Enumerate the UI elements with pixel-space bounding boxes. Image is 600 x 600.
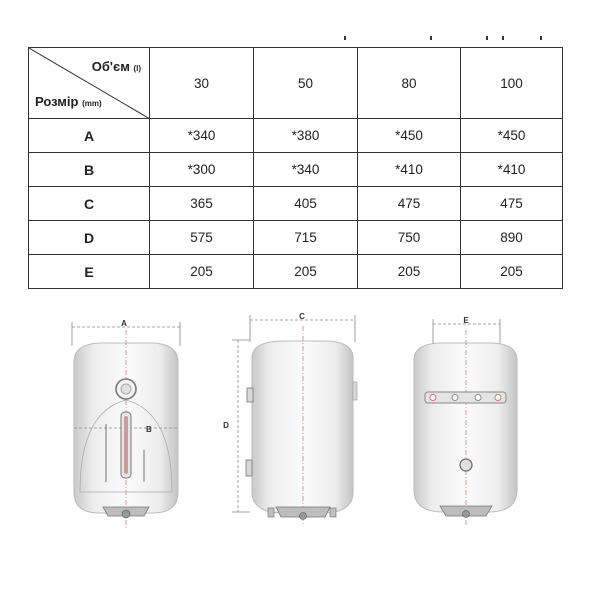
table-cell: 365	[150, 187, 254, 221]
top-edge-marks	[0, 36, 600, 46]
dimensions-table	[28, 47, 563, 289]
dim-label-e: E	[463, 316, 469, 325]
dim-label-c: C	[299, 312, 305, 321]
table-cell: 715	[254, 221, 358, 255]
table-cell: 890	[461, 221, 563, 255]
table-cell: *410	[358, 153, 461, 187]
dim-label-d: D	[223, 421, 229, 430]
table-cell: 205	[150, 255, 254, 289]
table-cell: 405	[254, 187, 358, 221]
column-header-80: 80	[358, 48, 461, 119]
table-cell: *450	[358, 119, 461, 153]
table-cell: 575	[150, 221, 254, 255]
side-tank-body	[252, 341, 353, 513]
table-corner-cell	[29, 48, 150, 119]
dim-label-a: A	[121, 319, 127, 328]
table-cell: 205	[254, 255, 358, 289]
row-label: C	[29, 187, 150, 221]
column-header-50: 50	[254, 48, 358, 119]
wall-bracket	[247, 388, 253, 402]
table-cell: *340	[254, 153, 358, 187]
front-view	[72, 319, 180, 528]
table-row-d	[29, 221, 563, 255]
table-row-c	[29, 187, 563, 221]
row-label: D	[29, 221, 150, 255]
row-label: B	[29, 153, 150, 187]
table-cell: 205	[461, 255, 563, 289]
column-header-100: 100	[461, 48, 563, 119]
back-view	[414, 316, 517, 526]
side-view	[223, 312, 357, 526]
size-header: Розмір (mm)	[35, 94, 102, 109]
table-cell: *450	[461, 119, 563, 153]
back-tank-body	[414, 343, 517, 512]
table-cell: *300	[150, 153, 254, 187]
table-cell: 475	[358, 187, 461, 221]
table-row-b	[29, 153, 563, 187]
dim-label-b: B	[146, 425, 152, 434]
table-cell: 750	[358, 221, 461, 255]
table-header-row	[29, 48, 563, 119]
table-cell: *340	[150, 119, 254, 153]
mounting-rail	[425, 392, 506, 403]
boiler-drawings	[0, 300, 600, 570]
table-cell: 205	[358, 255, 461, 289]
table-cell: *380	[254, 119, 358, 153]
volume-header: Об'єм (l)	[91, 59, 141, 74]
table-row-a	[29, 119, 563, 153]
row-label: E	[29, 255, 150, 289]
back-port	[460, 459, 472, 471]
table-cell: *410	[461, 153, 563, 187]
row-label: A	[29, 119, 150, 153]
column-header-30: 30	[150, 48, 254, 119]
table-cell: 475	[461, 187, 563, 221]
table-row-e	[29, 255, 563, 289]
